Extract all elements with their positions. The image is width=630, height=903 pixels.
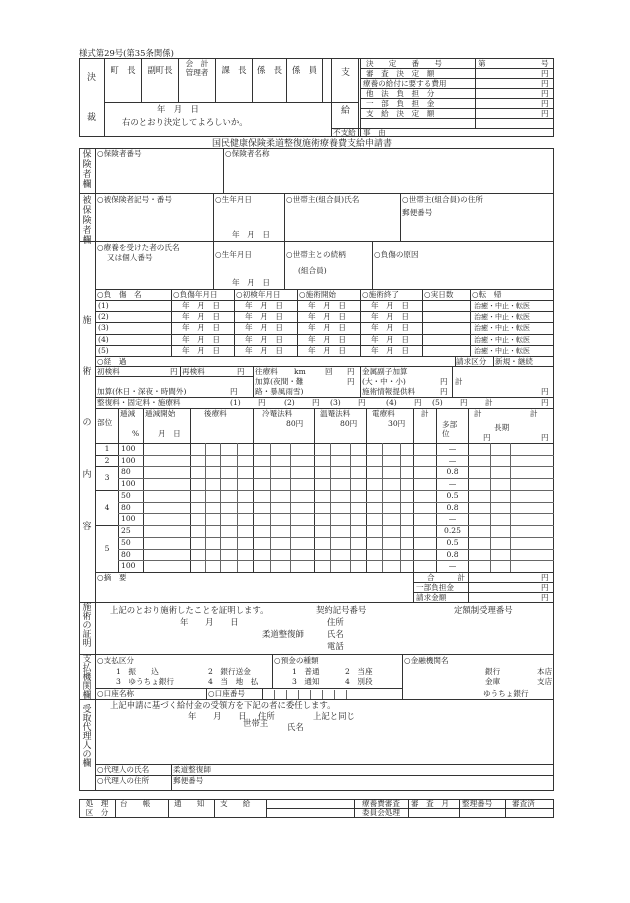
- injury-row-outcome: 治癒・中止・転医: [474, 313, 530, 322]
- injury-row-date: 年 月 日: [308, 334, 346, 344]
- delegation-name: 氏名: [287, 722, 304, 732]
- payment-cell: 支 給: [220, 799, 251, 808]
- injury-row-date: 年 月 日: [308, 323, 346, 333]
- householder-name-label: ○世帯主(組合員)氏名: [286, 195, 360, 204]
- agent-postal-label: 郵便番号: [173, 776, 204, 785]
- decision-number-prefix: 第: [478, 59, 486, 68]
- deposit-special: 4 別段: [345, 677, 373, 686]
- first-exam-header: ○初検年月日: [236, 290, 281, 299]
- copay-unit: 円: [541, 99, 549, 108]
- splint-add-label: 金属副子加算: [362, 367, 408, 376]
- claim-division-label: 請求区分: [456, 357, 487, 366]
- claim-options: 新規・継続: [495, 357, 533, 366]
- grid-rate: 100: [121, 444, 136, 453]
- grid-row-line: [118, 478, 554, 479]
- grid-part-number: 2: [104, 455, 110, 465]
- grid-rate: 25: [121, 526, 131, 536]
- grid-col-line: [330, 443, 331, 572]
- part-number: (2): [284, 398, 295, 407]
- grid-col-line: [382, 443, 383, 572]
- insurer-name-label: ○保険者名称: [225, 149, 270, 158]
- householder-address-label: ○世帯主(組合員)の住所: [402, 195, 483, 204]
- grid-row-line: [118, 537, 554, 538]
- contract-number-label: 契約記号番号: [316, 605, 367, 615]
- deposit-type-label: ○預金の種類: [274, 656, 319, 665]
- grid-part-line: [95, 490, 118, 491]
- approver-vice-mayor: 副町長: [147, 65, 173, 75]
- credit-label: 金庫: [485, 677, 501, 686]
- relation-sub: (組合員): [298, 266, 327, 275]
- copay-total-label: 一部負担金: [416, 583, 454, 592]
- grid-coef: —: [448, 561, 457, 571]
- reexam-fee-yen: 円: [237, 367, 245, 376]
- account-box-line: [274, 690, 275, 699]
- injury-row-label: (2): [98, 312, 109, 322]
- house-call-times: 回: [325, 367, 333, 376]
- grid-warm-header: 温罨法料: [320, 409, 351, 418]
- reviewed-cell: 審査済: [512, 799, 535, 808]
- grid-coef: —: [448, 479, 457, 489]
- grid-long-header: 長期: [494, 423, 510, 432]
- injury-row-date: 年 月 日: [371, 312, 409, 322]
- category-local: 4 当 地 払: [208, 677, 259, 686]
- grid-col-line: [350, 443, 351, 572]
- copay-total-yen: 円: [541, 583, 549, 592]
- injury-row-date: 年 月 日: [371, 323, 409, 333]
- grid-yen-mid: 円: [483, 433, 491, 442]
- account-box-line: [286, 690, 287, 699]
- injury-row-date: 年 月 日: [308, 345, 346, 355]
- non-payment-label: 不支給: [333, 128, 356, 137]
- injury-row-outcome: 治癒・中止・転医: [474, 302, 530, 310]
- grid-pct: %: [132, 429, 140, 438]
- grid-coef: 0.8: [446, 549, 459, 559]
- outcome-header: ○転 帰: [472, 290, 502, 299]
- other-law-unit: 円: [541, 89, 549, 98]
- patient-name-label: ○療養を受けた者の氏名: [97, 243, 180, 252]
- injury-date-header: ○負傷年月日: [173, 290, 218, 299]
- injury-row-label: (4): [98, 334, 109, 344]
- fee-total-label: 計: [455, 377, 463, 386]
- insured-birth-date: 年 月 日: [232, 230, 270, 239]
- payment-category-label: ○支払区分: [97, 656, 135, 665]
- part-number-yen: 円: [460, 398, 468, 407]
- payment-amount-unit: 円: [541, 109, 549, 118]
- agent-address-label: ○代理人の住所: [97, 776, 150, 785]
- copay-label: 一 部 負 担 金: [366, 99, 435, 108]
- part-number: (4): [386, 398, 397, 407]
- grid-rate: 80: [121, 549, 131, 559]
- splint-yen: 円: [440, 377, 448, 386]
- initial-fee-yen: 円: [170, 367, 178, 376]
- treatment-label-nai: 内: [82, 470, 92, 480]
- grid-cold-price: 80円: [286, 419, 304, 428]
- injury-row-label: (3): [98, 323, 109, 333]
- grid-col-line: [220, 443, 221, 572]
- certification-phone: 電話: [327, 641, 344, 651]
- account-box-line: [322, 690, 323, 699]
- treatment-label-you: 容: [82, 522, 92, 532]
- initial-fee-label: 初検料: [97, 367, 120, 376]
- injury-row-date: 年 月 日: [308, 301, 346, 310]
- injury-row-date: 年 月 日: [371, 301, 409, 310]
- grid-coef: 0.8: [446, 467, 459, 477]
- injury-row-date: 年 月 日: [245, 345, 283, 355]
- insured-birth-label: ○生年月日: [215, 195, 253, 204]
- grid-coef: —: [448, 444, 457, 453]
- grid-rate: 100: [121, 479, 136, 489]
- payment-org-label: 支払機関欄: [82, 655, 92, 701]
- grid-col-line: [205, 443, 206, 572]
- injury-row-outcome: 治癒・中止・転医: [474, 346, 530, 355]
- grid-md: 月 日: [158, 429, 181, 438]
- injury-row-line: [95, 322, 554, 323]
- delegation-date: 年 月 日: [188, 711, 247, 721]
- grid-rate: 100: [121, 561, 136, 571]
- house-call-add-yen: 円: [347, 377, 355, 386]
- approver-section-chief: 課 長: [221, 65, 247, 75]
- agent-type: 柔道整復師: [173, 765, 211, 774]
- info-fee-label: 施術情報提供料: [362, 387, 416, 396]
- certification-address: 住所: [327, 617, 344, 627]
- info-fee-yen: 円: [440, 387, 448, 396]
- certification-name: 氏名: [327, 629, 344, 639]
- injury-row-date: 年 月 日: [182, 301, 220, 310]
- injury-row-date: 年 月 日: [182, 345, 220, 355]
- grid-col-line: [510, 443, 511, 572]
- certification-label: 施術の証明: [82, 603, 92, 649]
- grid-col-line: [400, 443, 401, 572]
- injury-row-date: 年 月 日: [182, 312, 220, 322]
- patient-birth-date: 年 月 日: [232, 278, 270, 287]
- grid-rate: 80: [121, 467, 131, 477]
- postal-label: 郵便番号: [402, 208, 433, 217]
- injury-row-date: 年 月 日: [182, 334, 220, 344]
- grid-rate: 100: [121, 455, 136, 465]
- decision-number-unit: 号: [541, 59, 549, 68]
- end-header: ○施術終了: [362, 290, 400, 299]
- treatment-label-jutsu: 術: [82, 367, 92, 377]
- review-amount-label: 審 査 決 定 額: [366, 69, 435, 78]
- part-number-yen: 円: [414, 398, 422, 407]
- part-total-yen: 円: [541, 398, 549, 407]
- grid-coef: —: [448, 455, 457, 465]
- reference-number-cell: 整理番号: [462, 799, 493, 808]
- grid-yen-end: 円: [541, 433, 549, 442]
- approval-label-sai: 裁: [87, 113, 97, 123]
- head-office-label: 本店: [537, 667, 553, 676]
- grid-sum-header: 計: [421, 409, 429, 418]
- days-header: ○実日数: [424, 290, 454, 299]
- grid-part-number: 3: [104, 473, 110, 483]
- insured-symbol-label: ○被保険者記号・番号: [97, 195, 172, 204]
- grid-row-line: [118, 560, 554, 561]
- grid-coef: 0.25: [444, 526, 461, 536]
- injury-row-label: (5): [98, 345, 109, 355]
- processing-label: 処 理 区 分: [85, 799, 109, 817]
- grid-row-line: [118, 525, 554, 526]
- grid-rate: 100: [121, 514, 136, 524]
- grid-part-line: [95, 525, 118, 526]
- injury-row-outcome: 治癒・中止・転医: [474, 324, 530, 333]
- grid-row-line: [118, 502, 554, 503]
- house-call-add2: 路・暴風雨雪): [255, 387, 304, 396]
- grid-coef: 0.5: [446, 537, 459, 547]
- deposit-current: 2 当座: [345, 667, 373, 676]
- approval-date: 年 月 日: [157, 104, 199, 114]
- injury-row-label: (1): [98, 301, 109, 310]
- grand-total-yen: 円: [541, 573, 549, 582]
- start-header: ○施術開始: [299, 290, 337, 299]
- category-bank-remit: 2 銀行送金: [208, 667, 251, 676]
- account-box-line: [310, 690, 311, 699]
- insurer-section-label: 保険者欄: [82, 150, 92, 190]
- treatment-label-se: 施: [82, 316, 92, 326]
- grid-rate: 50: [121, 537, 131, 547]
- grid-part-line: [95, 455, 118, 456]
- treatment-label-no: の: [82, 418, 92, 428]
- grid-cold-header: 冷罨法料: [262, 409, 293, 418]
- grid-col-line: [270, 443, 271, 572]
- house-call-km: km: [294, 367, 306, 376]
- cause-label: ○負傷の原因: [374, 250, 419, 259]
- review-month-cell: 審 査 月: [411, 799, 449, 808]
- reexam-fee-label: 再検料: [182, 367, 205, 376]
- grid-coef: 0.5: [446, 490, 459, 500]
- payment-label-kyu: 給: [341, 106, 351, 116]
- grid-part-number: 1: [104, 443, 110, 453]
- injury-row-date: 年 月 日: [182, 323, 220, 333]
- institution-label: ○金融機関名: [404, 656, 449, 665]
- approver-mayor: 町 長: [110, 65, 136, 75]
- fixed-number-label: 定額制受理番号: [454, 605, 513, 615]
- non-payment-reason: 事 由: [363, 128, 386, 137]
- injury-row-date: 年 月 日: [245, 301, 283, 310]
- grid-col-line: [237, 443, 238, 572]
- progress-label: ○経 過: [97, 357, 127, 366]
- injury-name-header: ○負 傷 名: [97, 290, 142, 299]
- account-number-label: ○口座番号: [208, 689, 246, 698]
- approver-subsection-chief: 係 長: [256, 65, 283, 75]
- grid-sum2-header: 計: [474, 409, 482, 418]
- category-transfer: 1 振 込: [116, 667, 159, 676]
- grid-part-header: 部位: [97, 418, 113, 427]
- reduction-label: 整復料・固定料・施療料: [97, 398, 181, 407]
- injury-row-date: 年 月 日: [245, 323, 283, 333]
- grid-rate: 50: [121, 490, 131, 500]
- grid-row-line: [118, 549, 554, 550]
- grid-row-line: [118, 513, 554, 514]
- summary-label: ○摘 要: [97, 573, 127, 582]
- grid-after-fee-header: 後療料: [204, 409, 227, 418]
- bank-label: 銀行: [485, 667, 501, 676]
- notice-cell: 通 知: [174, 799, 205, 808]
- deposit-ordinary: 1 普通: [292, 667, 320, 676]
- part-total: 計: [485, 398, 493, 407]
- grid-part-number: 4: [104, 502, 110, 512]
- patient-birth-label: ○生年月日: [215, 250, 253, 259]
- part-number-yen: 円: [312, 398, 320, 407]
- grid-row-line: [118, 466, 554, 467]
- delegation-same: 上記と同じ: [313, 711, 355, 721]
- form-title: 国民健康保険柔道整復施術療養費支給申請書: [212, 139, 393, 149]
- grid-row-line: [118, 490, 554, 491]
- medical-cost-label: 療養の給付に要する費用: [363, 79, 447, 88]
- house-call-label: 往療料: [255, 367, 278, 376]
- grid-warm-price: 80円: [340, 419, 358, 428]
- part-number-yen: 円: [358, 398, 366, 407]
- category-yucho: 3 ゆうちょ銀行: [116, 677, 174, 686]
- account-box-line: [298, 690, 299, 699]
- payment-label-shi: 支: [341, 68, 351, 78]
- injury-row-date: 年 月 日: [371, 345, 409, 355]
- part-number: (5): [432, 398, 443, 407]
- practitioner-label: 柔道整復師: [262, 629, 304, 639]
- account-name-label: ○口座名称: [97, 689, 135, 698]
- claim-amount-label: 請求金額: [416, 593, 447, 602]
- house-call-yen: 円: [347, 367, 355, 376]
- splint-size: (大・中・小): [362, 377, 406, 386]
- review-amount-unit: 円: [541, 69, 549, 78]
- injury-row-line: [95, 345, 554, 346]
- payment-amount-label: 支 給 決 定 額: [366, 109, 435, 118]
- deposit-notice: 3 通知: [292, 677, 320, 686]
- grid-elec-header: 電療料: [372, 409, 395, 418]
- certification-date: 年 月 日: [180, 617, 239, 627]
- branch-label: 支店: [537, 677, 553, 686]
- committee-cell: 療養費審査 委員会処理: [362, 799, 400, 817]
- grid-col-line: [290, 443, 291, 572]
- certification-text: 上記のとおり施術したことを証明します。: [110, 605, 269, 615]
- injury-row-date: 年 月 日: [245, 334, 283, 344]
- house-call-add: 加算(夜間・難: [255, 377, 304, 386]
- medical-cost-unit: 円: [541, 79, 549, 88]
- after-hours-yen: 円: [230, 387, 238, 396]
- grid-sum3-header: 計: [530, 409, 538, 418]
- grid-row-line: [118, 455, 554, 456]
- grid-coef: —: [448, 514, 457, 524]
- grand-total-label: 合 計: [427, 573, 465, 582]
- approval-text: 右のとおり決定してよろしいか。: [122, 117, 248, 127]
- grid-reduce-start-header: 逓減開始: [145, 409, 176, 418]
- delegation-head: 世帯主: [243, 718, 269, 728]
- grid-coef: 0.8: [446, 502, 459, 512]
- decision-number-label: 決 定 番 号: [366, 59, 442, 68]
- agent-name-label: ○代理人の氏名: [97, 765, 150, 774]
- insured-section-label: 被保険者欄: [82, 196, 92, 246]
- grid-col-line: [490, 443, 491, 572]
- grid-rate: 80: [121, 502, 131, 512]
- account-box-line: [346, 690, 347, 699]
- injury-row-outcome: 治癒・中止・転医: [474, 335, 530, 344]
- relation-label: ○世帯主との続柄: [286, 250, 346, 259]
- injury-row-line: [95, 334, 554, 335]
- grid-elec-price: 30円: [388, 419, 406, 428]
- injury-row-line: [95, 311, 554, 312]
- grid-multi-header: 多部位: [442, 420, 458, 438]
- other-law-label: 他 法 負 担 分: [366, 89, 435, 98]
- injury-row-date: 年 月 日: [308, 312, 346, 322]
- grid-rate-header: 逓減: [120, 409, 136, 418]
- account-box-line: [334, 690, 335, 699]
- yucho-label: ゆうちょ銀行: [483, 689, 529, 698]
- approver-staff: 係 員: [291, 65, 318, 75]
- part-number-yen: 円: [258, 398, 266, 407]
- injury-row-date: 年 月 日: [245, 312, 283, 322]
- delegation-text: 上記申請に基づく給付金の受領方を下記の者に委任します。: [110, 700, 336, 710]
- approver-accounting: 会 計 管理者: [185, 59, 209, 77]
- form-number: 様式第29号(第35条関係): [79, 48, 174, 58]
- insurer-number-label: ○保険者番号: [97, 149, 142, 158]
- individual-number-label: 又は個人番号: [107, 253, 153, 262]
- delegation-address: 住所: [258, 711, 275, 721]
- part-number: (1): [230, 398, 241, 407]
- delegation-label: 受取代理人の欄: [82, 705, 92, 769]
- grid-part-line: [95, 466, 118, 467]
- part-number: (3): [330, 398, 341, 407]
- grid-part-number: 5: [104, 543, 110, 553]
- fee-total-yen: 円: [541, 387, 549, 396]
- claim-amount-yen: 円: [541, 593, 549, 602]
- ledger-cell: 台 帳: [120, 799, 151, 808]
- approval-label-ketsu: 決: [87, 73, 97, 83]
- after-hours-label: 加算(休日・深夜・時間外): [97, 387, 187, 396]
- injury-row-date: 年 月 日: [371, 334, 409, 344]
